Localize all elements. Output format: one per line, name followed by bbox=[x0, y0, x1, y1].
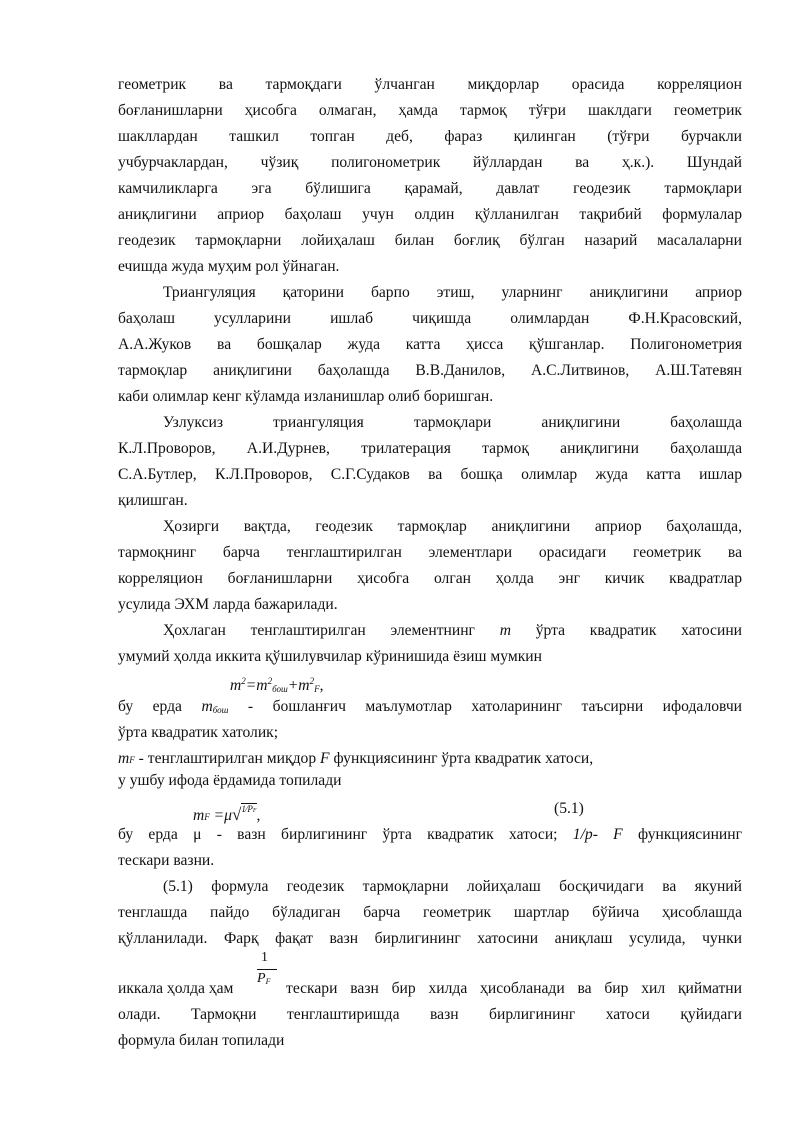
paragraph-first-line: Ҳозирги вақтда, геодезик тармоқлар аниқлигини априор баҳолашда, bbox=[163, 518, 742, 535]
text-line: корреляцион боғланишларни ҳисобга олган ҳолда энг кичик квадратлар bbox=[118, 570, 742, 587]
text-run: бу ерда bbox=[118, 698, 182, 715]
text-run: функциясининг ўрта квадратик хатоси, bbox=[333, 750, 594, 767]
text-line: геометрик ва тармоқдаги ўлчанган миқдорлар орасида корреляцион bbox=[118, 76, 742, 93]
text-line: учбурчаклардан, чўзиқ полигонометрик йўллардан ва ҳ.к.). Шундай bbox=[118, 154, 742, 171]
text-line: камчиликларга эга бўлишига қарамай, давлат геодезик тармоқлари bbox=[118, 180, 742, 197]
text-line: олади. Тармоқни тенглаштиришда вазн бирлигининг хатоси қуйидаги bbox=[118, 1006, 742, 1023]
sqrt-sign: √ bbox=[232, 805, 242, 824]
text-run: функциясининг bbox=[638, 826, 742, 843]
variable-F: F bbox=[320, 750, 330, 767]
formula-part: 1/p- F bbox=[572, 826, 623, 843]
formula-part: 2 bbox=[267, 676, 273, 686]
text-run: ўрта квадратик хатосини bbox=[535, 622, 743, 639]
text-line bbox=[118, 747, 742, 771]
formula-part: F bbox=[314, 684, 320, 694]
formula-5-1 bbox=[193, 797, 343, 824]
text-line: аниқлигини априор баҳолаш учун олдин қўлланилган тақрибий формулалар bbox=[118, 206, 742, 223]
radicand bbox=[241, 803, 256, 814]
paragraph-first-line: Триангуляция қаторини барпо этиш, уларнинг аниқлигини априор bbox=[163, 284, 742, 301]
text-line: қилишган. bbox=[118, 492, 188, 509]
text-line: у ушбу ифода ёрдамида топилади bbox=[118, 772, 342, 789]
text-run: - тенглаштирилган миқдор bbox=[138, 750, 317, 767]
text-line: умумий ҳолда иккита қўшилувчилар кўринишида ёзиш мумкин bbox=[118, 648, 542, 665]
formula-part: , bbox=[256, 807, 261, 824]
text-run: Ҳохлаган тенглаштирилган элементнинг bbox=[163, 622, 475, 639]
text-line: тармоқлар аниқлигини баҳолашда В.В.Данилов, А.С.Литвинов, А.Ш.Татевян bbox=[118, 362, 742, 379]
formula-part: , bbox=[319, 677, 324, 694]
text-line: ўрта квадратик хатолик; bbox=[118, 724, 279, 741]
text-run: тескари вазн бир хилда ҳисобланади ва бир хил қийматни bbox=[286, 980, 742, 997]
text-line: тенглашда пайдо бўладиган барча геометрик шартлар бўйича ҳисоблашда bbox=[118, 904, 742, 921]
paragraph-first-line: (5.1) формула геодезик тармоқларни лойиҳалаш босқичидаги ва якуний bbox=[163, 878, 742, 895]
paragraph-first-line: Узлуксиз триангуляция тармоқлари аниқлигини баҳолашда bbox=[163, 414, 742, 431]
text-line: тескари вазни. bbox=[118, 852, 215, 869]
text-line: формула билан топилади bbox=[118, 1032, 285, 1049]
text-line bbox=[118, 695, 742, 719]
text-line: шакллардан ташкил топган деб, фараз қилинган (тўғри бурчакли bbox=[118, 128, 742, 145]
text-line: К.Л.Проворов, А.И.Дурнев, трилатерация тармоқ аниқлигини баҳолашда bbox=[118, 440, 742, 457]
text-line: каби олимлар кенг кўламда изланишлар олиб боришган. bbox=[118, 388, 494, 405]
formula-part: 1⁄P bbox=[241, 804, 253, 814]
paragraph-first-line bbox=[163, 619, 742, 643]
text-line: А.А.Жуков ва бошқалар жуда катта ҳисса қўшганлар. Полигонометрия bbox=[118, 336, 742, 353]
text-line: баҳолаш усулларини ишлаб чиқишда олимлардан Ф.Н.Красовский, bbox=[118, 310, 742, 327]
formula-part: F bbox=[265, 977, 271, 986]
fraction-numerator: 1 bbox=[261, 950, 268, 965]
formula-part: P bbox=[257, 971, 266, 986]
formula-part: бош bbox=[212, 705, 229, 715]
formula-part: 2 bbox=[309, 676, 315, 686]
text-line: ечишда жуда муҳим рол ўйнаган. bbox=[118, 258, 340, 275]
variable-m-bosh bbox=[201, 698, 228, 715]
text-line: боғланишларни ҳисобга олмаган, ҳамда тармоқ тўғри шаклдаги геометрик bbox=[118, 102, 742, 119]
text-line: қўлланилади. Фарқ фақат вазн бирлигининг хатосини аниқлаш усулида, чунки bbox=[118, 930, 742, 947]
formula-part: m bbox=[193, 807, 205, 824]
fraction-denominator bbox=[257, 970, 270, 991]
formula-part: F bbox=[204, 812, 210, 822]
formula-part: 2 bbox=[241, 676, 246, 686]
formula-part: =m bbox=[245, 677, 268, 694]
formula-part: m bbox=[230, 677, 242, 694]
formula-part: m bbox=[118, 750, 130, 767]
formula-part: +m bbox=[287, 677, 310, 694]
text-line: тармоқнинг барча тенглаштирилган элементлари орасидаги геометрик ва bbox=[118, 544, 742, 561]
formula-part: =μ bbox=[209, 807, 233, 824]
formula-part: бош bbox=[272, 684, 288, 694]
text-line: С.А.Бутлер, К.Л.Проворов, С.Г.Судаков ва бошқа олимлар жуда катта ишлар bbox=[118, 466, 742, 483]
formula-total-error bbox=[230, 669, 430, 693]
equation-number: (5.1) bbox=[554, 800, 584, 817]
formula-part: F bbox=[129, 755, 135, 765]
text-line bbox=[118, 823, 742, 847]
formula-part: m bbox=[201, 698, 213, 715]
text-line: геодезик тармоқларни лойиҳалаш билан боғлиқ бўлган назарий масалаларни bbox=[118, 232, 742, 249]
text-run: бу ерда μ - вазн бирлигининг ўрта квадратик хатоси; bbox=[118, 826, 558, 843]
text-run: - бошланғич маълумотлар хатоларининг таъсирни ифодаловчи bbox=[247, 698, 743, 715]
formula-part: F bbox=[252, 808, 257, 814]
variable-m: m bbox=[499, 622, 511, 639]
text-line: усулида ЭХМ ларда бажарилади. bbox=[118, 596, 338, 613]
text-run: иккала ҳолда ҳам bbox=[118, 980, 234, 997]
